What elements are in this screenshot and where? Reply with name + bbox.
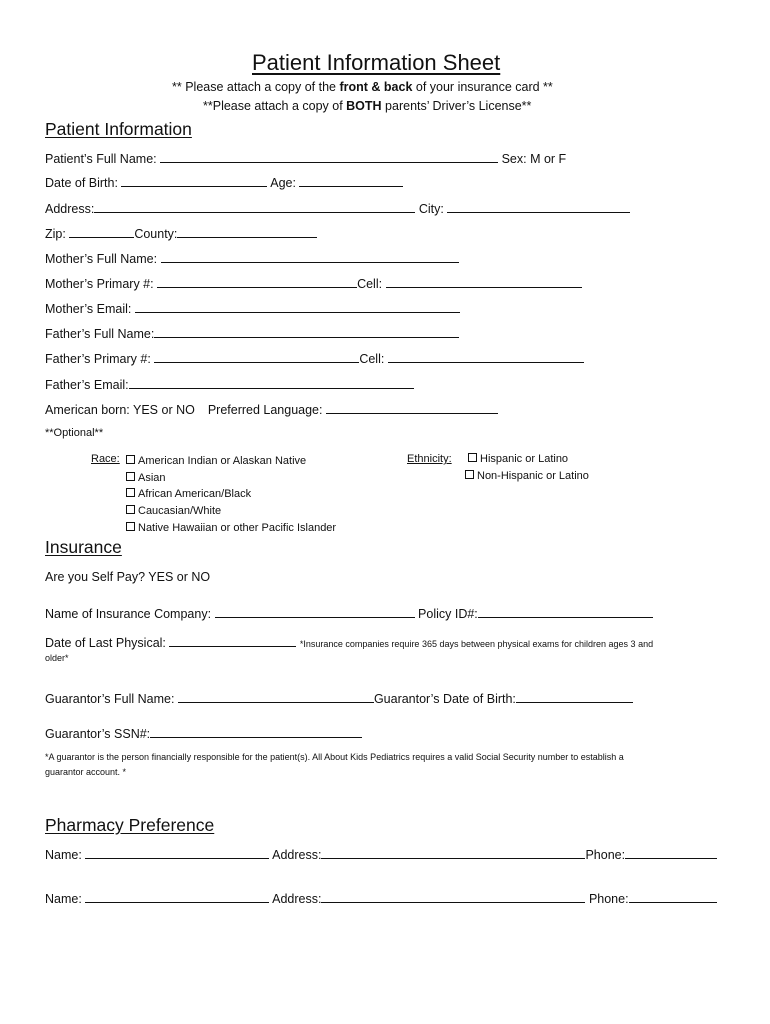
physical-note: *Insurance companies require 365 days between physical exams for children ages 3 and — [299, 639, 654, 649]
sex-label: Sex: M or F — [501, 152, 567, 166]
patient-name-label: Patient’s Full Name: — [45, 152, 157, 166]
self-pay-question: Are you Self Pay? YES or NO — [45, 570, 211, 584]
mother-email-label: Mother’s Email: — [45, 302, 132, 316]
patient-info-heading: Patient Information — [45, 119, 192, 139]
father-name-field[interactable] — [154, 326, 459, 338]
father-phone-row — [45, 351, 584, 366]
pharmacy-address-label: Address: — [272, 892, 322, 906]
patient-name-field[interactable] — [160, 151, 498, 163]
address-row — [45, 201, 630, 216]
pharmacy-phone-label: Phone: — [588, 892, 629, 906]
county-field[interactable] — [177, 226, 317, 238]
last-physical-label: Date of Last Physical: — [45, 636, 166, 650]
checkbox[interactable] — [126, 472, 135, 481]
insurance-heading: Insurance — [45, 537, 122, 557]
guarantor-ssn-label: Guarantor’s SSN#: — [45, 727, 151, 741]
pharmacy-address-label: Address: — [272, 848, 322, 862]
pharmacy-row — [45, 891, 717, 906]
address-label: Address: — [45, 202, 95, 216]
ethnicity-option[interactable] — [468, 453, 568, 465]
ethnicity-option-label: Non-Hispanic or Latino — [477, 470, 589, 482]
mother-phone-row — [45, 276, 582, 291]
race-option-label: Native Hawaiian or other Pacific Islander — [138, 521, 337, 534]
race-label: Race: — [91, 453, 120, 465]
race-option-label: African American/Black — [138, 488, 252, 501]
race-option[interactable] — [126, 503, 336, 520]
zip-label: Zip: — [45, 227, 66, 241]
note-text: ** Please attach a copy of the — [172, 80, 340, 94]
pharmacy-phone-field[interactable] — [629, 891, 717, 903]
drivers-license-note — [203, 99, 531, 113]
mother-primary-label: Mother’s Primary #: — [45, 277, 154, 291]
pharmacy-heading: Pharmacy Preference — [45, 815, 215, 835]
guarantor-row — [45, 691, 633, 706]
pharmacy-phone-field[interactable] — [625, 847, 717, 859]
ethnicity-option[interactable] — [465, 470, 589, 482]
ethnicity-label: Ethnicity: — [407, 453, 452, 465]
mother-name-field[interactable] — [161, 251, 459, 263]
language-label: Preferred Language: — [207, 403, 323, 417]
guarantor-dob-field[interactable] — [516, 691, 633, 703]
insurance-card-note — [172, 80, 553, 94]
mother-name-row — [45, 251, 459, 266]
note-bold: BOTH — [346, 99, 382, 113]
pharmacy-name-label: Name: — [45, 848, 82, 862]
county-label: County: — [134, 227, 178, 241]
father-cell-label: Cell: — [359, 352, 385, 366]
guarantor-ssn-row — [45, 726, 362, 741]
father-email-row — [45, 377, 414, 392]
page-title: Patient Information Sheet — [252, 50, 501, 75]
checkbox[interactable] — [126, 455, 135, 464]
age-label: Age: — [270, 176, 296, 190]
mother-name-label: Mother’s Full Name: — [45, 252, 158, 266]
mother-primary-field[interactable] — [157, 276, 357, 288]
checkbox[interactable] — [126, 522, 135, 531]
note-text: parents’ Driver’s License** — [381, 99, 532, 113]
last-physical-row — [45, 635, 653, 650]
father-cell-field[interactable] — [388, 351, 584, 363]
race-option[interactable] — [126, 520, 336, 537]
dob-row — [45, 175, 403, 190]
race-options — [126, 453, 336, 537]
patient-name-row — [45, 151, 566, 166]
insurance-company-label: Name of Insurance Company: — [45, 607, 212, 621]
physical-note-continued: older* — [45, 653, 69, 663]
father-email-field[interactable] — [129, 377, 414, 389]
american-born-label: American born: YES or NO — [45, 403, 195, 417]
pharmacy-address-field[interactable] — [321, 891, 585, 903]
race-option-label: Caucasian/White — [138, 505, 222, 518]
father-name-row — [45, 326, 459, 341]
address-field[interactable] — [94, 201, 415, 213]
race-option-label: Asian — [138, 471, 166, 484]
mother-email-row — [45, 301, 460, 316]
policy-id-field[interactable] — [478, 606, 653, 618]
ethnicity-option-label: Hispanic or Latino — [480, 453, 569, 465]
dob-field[interactable] — [121, 175, 267, 187]
checkbox[interactable] — [126, 505, 135, 514]
born-language-row — [45, 402, 498, 417]
guarantor-note: *A guarantor is the person financially responsible for the patient(s). All About Kids Pediatrics requires a valid Social Security number to establish a — [45, 752, 624, 762]
dob-label: Date of Birth: — [45, 176, 118, 190]
note-text: **Please attach a copy of — [203, 99, 347, 113]
policy-id-label: Policy ID#: — [418, 607, 478, 621]
mother-cell-label: Cell: — [357, 277, 383, 291]
note-bold: front & back — [339, 80, 413, 94]
father-email-label: Father’s Email: — [45, 378, 129, 392]
checkbox[interactable] — [465, 470, 474, 479]
language-field[interactable] — [326, 402, 498, 414]
age-field[interactable] — [299, 175, 403, 187]
father-primary-label: Father’s Primary #: — [45, 352, 151, 366]
guarantor-name-label: Guarantor’s Full Name: — [45, 692, 175, 706]
race-option[interactable] — [126, 470, 336, 487]
guarantor-note-continued: guarantor account. * — [45, 767, 127, 777]
guarantor-ssn-field[interactable] — [150, 726, 362, 738]
insurance-company-row — [45, 606, 653, 621]
pharmacy-name-label: Name: — [45, 892, 82, 906]
city-label: City: — [418, 202, 444, 216]
checkbox[interactable] — [126, 488, 135, 497]
note-text: of your insurance card ** — [412, 80, 553, 94]
race-option[interactable] — [126, 486, 336, 503]
race-option[interactable] — [126, 453, 336, 470]
guarantor-dob-label: Guarantor’s Date of Birth: — [373, 692, 516, 706]
pharmacy-phone-label: Phone: — [585, 848, 626, 862]
mother-cell-field[interactable] — [386, 276, 582, 288]
mother-email-field[interactable] — [135, 301, 460, 313]
father-name-label: Father’s Full Name: — [45, 327, 155, 341]
checkbox[interactable] — [468, 453, 477, 462]
pharmacy-name-field[interactable] — [85, 891, 269, 903]
zip-row — [45, 226, 317, 241]
last-physical-field[interactable] — [169, 635, 296, 647]
guarantor-name-field[interactable] — [178, 691, 374, 703]
father-primary-field[interactable] — [154, 351, 359, 363]
pharmacy-address-field[interactable] — [321, 847, 585, 859]
race-option-label: American Indian or Alaskan Native — [138, 455, 307, 467]
city-field[interactable] — [447, 201, 630, 213]
pharmacy-row — [45, 847, 717, 862]
pharmacy-name-field[interactable] — [85, 847, 269, 859]
insurance-company-field[interactable] — [215, 606, 415, 618]
zip-field[interactable] — [69, 226, 134, 238]
optional-note: **Optional** — [45, 427, 104, 439]
